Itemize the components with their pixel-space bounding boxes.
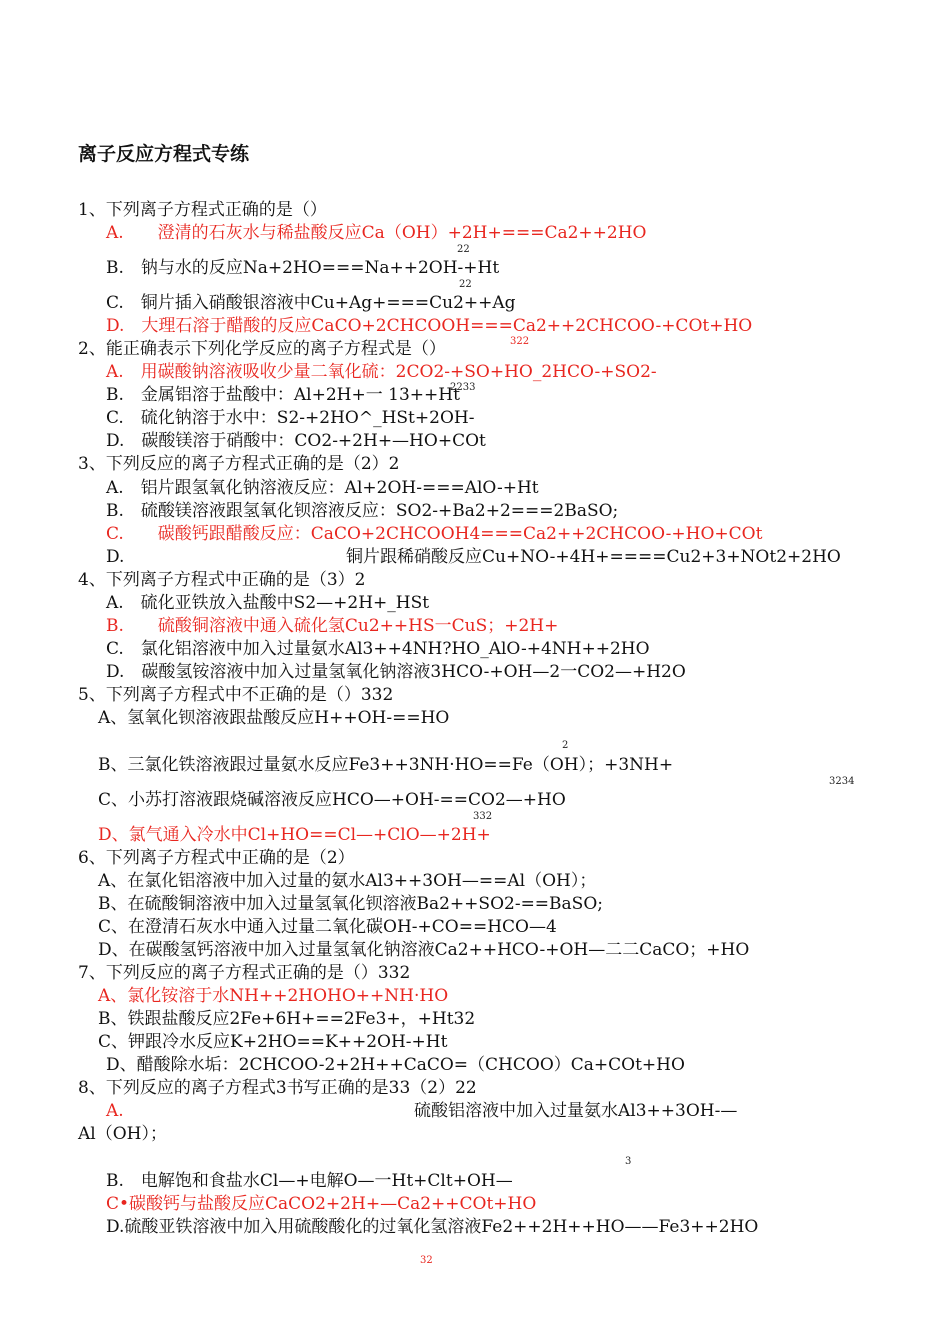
question-1: 1、下列离子方程式正确的是（）: [78, 200, 327, 220]
q4-option-c: C. 氯化铝溶液中加入过量氨水Al3++4NH?HO_AlO-+4NH++2HO: [106, 639, 650, 659]
q3-option-b: B. 硫酸镁溶液跟氢氧化钡溶液反应：SO2-+Ba2+2===2BaSO;: [106, 501, 619, 521]
q6-option-b: B、在硫酸铜溶液中加入过量氢氧化钡溶液Ba2++SO2-==BaSO;: [98, 894, 603, 914]
q7-option-b: B、铁跟盐酸反应2Fe+6H+==2Fe3+，+Ht32: [98, 1009, 476, 1029]
q2-option-c: C. 硫化钠溶于水中：S2-+2HO^_HSt+2OH-: [106, 408, 475, 428]
q5-option-a: A、氢氧化钡溶液跟盐酸反应H++OH-==HO: [98, 708, 450, 728]
question-2: 2、能正确表示下列化学反应的离子方程式是（）: [78, 339, 446, 359]
q2-option-d: D. 碳酸镁溶于硝酸中：CO2-+2H+—HO+COt: [106, 431, 486, 451]
question-6: 6、下列离子方程式中正确的是（2）: [78, 848, 355, 868]
q4-option-d: D. 碳酸氢铵溶液中加入过量氢氧化钠溶液3HCO-+OH—2一CO2—+H2O: [106, 662, 686, 682]
q4-option-b: B. 硫酸铜溶液中通入硫化氢Cu2++HS一CuS；+2H+: [106, 616, 559, 636]
q8-option-a-label: A.: [106, 1101, 124, 1121]
q2-option-b: B. 金属铝溶于盐酸中：Al+2H+一 13++Ht: [106, 385, 460, 405]
note: 3234: [829, 776, 855, 787]
q1-option-c: C. 铜片插入硝酸银溶液中Cu+Ag+===Cu2++Ag: [106, 293, 516, 313]
q5-option-c: C、小苏打溶液跟烧碱溶液反应HCO—+OH-==CO2—+HO: [98, 790, 566, 810]
q8-option-a-text: 硫酸铝溶液中加入过量氨水Al3++3OH-—: [414, 1101, 738, 1121]
q6-option-d: D、在碳酸氢钙溶液中加入过量氢氧化钠溶液Ca2++HCO-+OH—二二CaCO；+HO: [98, 940, 750, 960]
q1-option-b: B. 钠与水的反应Na+2HO===Na++2OH-+Ht: [106, 258, 500, 278]
q6-option-a: A、在氯化铝溶液中加入过量的氨水Al3++3OH—==Al（OH）；: [98, 871, 597, 891]
question-4: 4、下列离子方程式中正确的是（3）2: [78, 570, 366, 590]
q6-option-c: C、在澄清石灰水中通入过量二氧化碳OH-+CO==HCO—4: [98, 917, 557, 937]
note: 332: [473, 811, 493, 822]
question-3: 3、下列反应的离子方程式正确的是（2）2: [78, 454, 400, 474]
q5-option-b: B、三氯化铁溶液跟过量氨水反应Fe3++3NH·HO==Fe（OH）；+3NH+: [98, 755, 674, 775]
q7-option-d: D、醋酸除水垢：2CHCOO-2+2H++CaCO=（CHCOO）Ca+COt+HO: [106, 1055, 685, 1075]
question-5: 5、下列离子方程式中不正确的是（）332: [78, 685, 394, 705]
note: 2233: [450, 382, 476, 393]
q3-option-d-label: D.: [106, 547, 125, 567]
q3-option-a: A. 铝片跟氢氧化钠溶液反应：Al+2OH-===AlO-+Ht: [106, 478, 539, 498]
question-8: 8、下列反应的离子方程式3书写正确的是33（2）22: [78, 1078, 477, 1098]
q3-option-d-text: 铜片跟稀硝酸反应Cu+NO-+4H+====Cu2+3+NOt2+2HO: [346, 547, 841, 567]
q7-option-a: A、氯化铵溶于水NH++2HOHO++NH·HO: [98, 986, 449, 1006]
question-7: 7、下列反应的离子方程式正确的是（）332: [78, 963, 411, 983]
q5-option-d: D、氯气通入冷水中Cl+HO==Cl—+ClO—+2H+: [98, 825, 491, 845]
note: 22: [459, 279, 472, 290]
note: 32: [420, 1255, 433, 1266]
note: 2: [562, 740, 569, 751]
q8-option-b: B. 电解饱和食盐水Cl—+电解O—一Ht+Clt+OH—: [106, 1171, 513, 1191]
q3-option-c: C. 碳酸钙跟醋酸反应：CaCO+2CHCOOH4===Ca2++2CHCOO-+HO+COt: [106, 524, 763, 544]
q4-option-a: A. 硫化亚铁放入盐酸中S2—+2H+_HSt: [106, 593, 430, 613]
note: 22: [457, 244, 470, 255]
q1-option-d: D. 大理石溶于醋酸的反应CaCO+2CHCOOH===Ca2++2CHCOO-+COt+HO: [106, 316, 753, 336]
q2-option-a: A. 用碳酸钠溶液吸收少量二氧化硫：2CO2-+SO+HO_2HCO-+SO2-: [106, 362, 657, 382]
q8-option-c: C•碳酸钙与盐酸反应CaCO2+2H+—Ca2++COt+HO: [106, 1194, 537, 1214]
note: 3: [625, 1156, 632, 1167]
q1-option-a-label: A. 澄清的石灰水与稀盐酸反应Ca（OH）+2H+===Ca2++2HO: [106, 223, 647, 243]
page-title: 离子反应方程式专练: [78, 143, 250, 165]
q7-option-c: C、钾跟冷水反应K+2HO==K++2OH-+Ht: [98, 1032, 448, 1052]
note: 322: [510, 336, 530, 347]
q8-option-a-continued: Al（OH）；: [78, 1124, 167, 1144]
q8-option-d: D.硫酸亚铁溶液中加入用硫酸酸化的过氧化氢溶液Fe2++2H++HO——Fe3++2HO: [106, 1217, 759, 1237]
